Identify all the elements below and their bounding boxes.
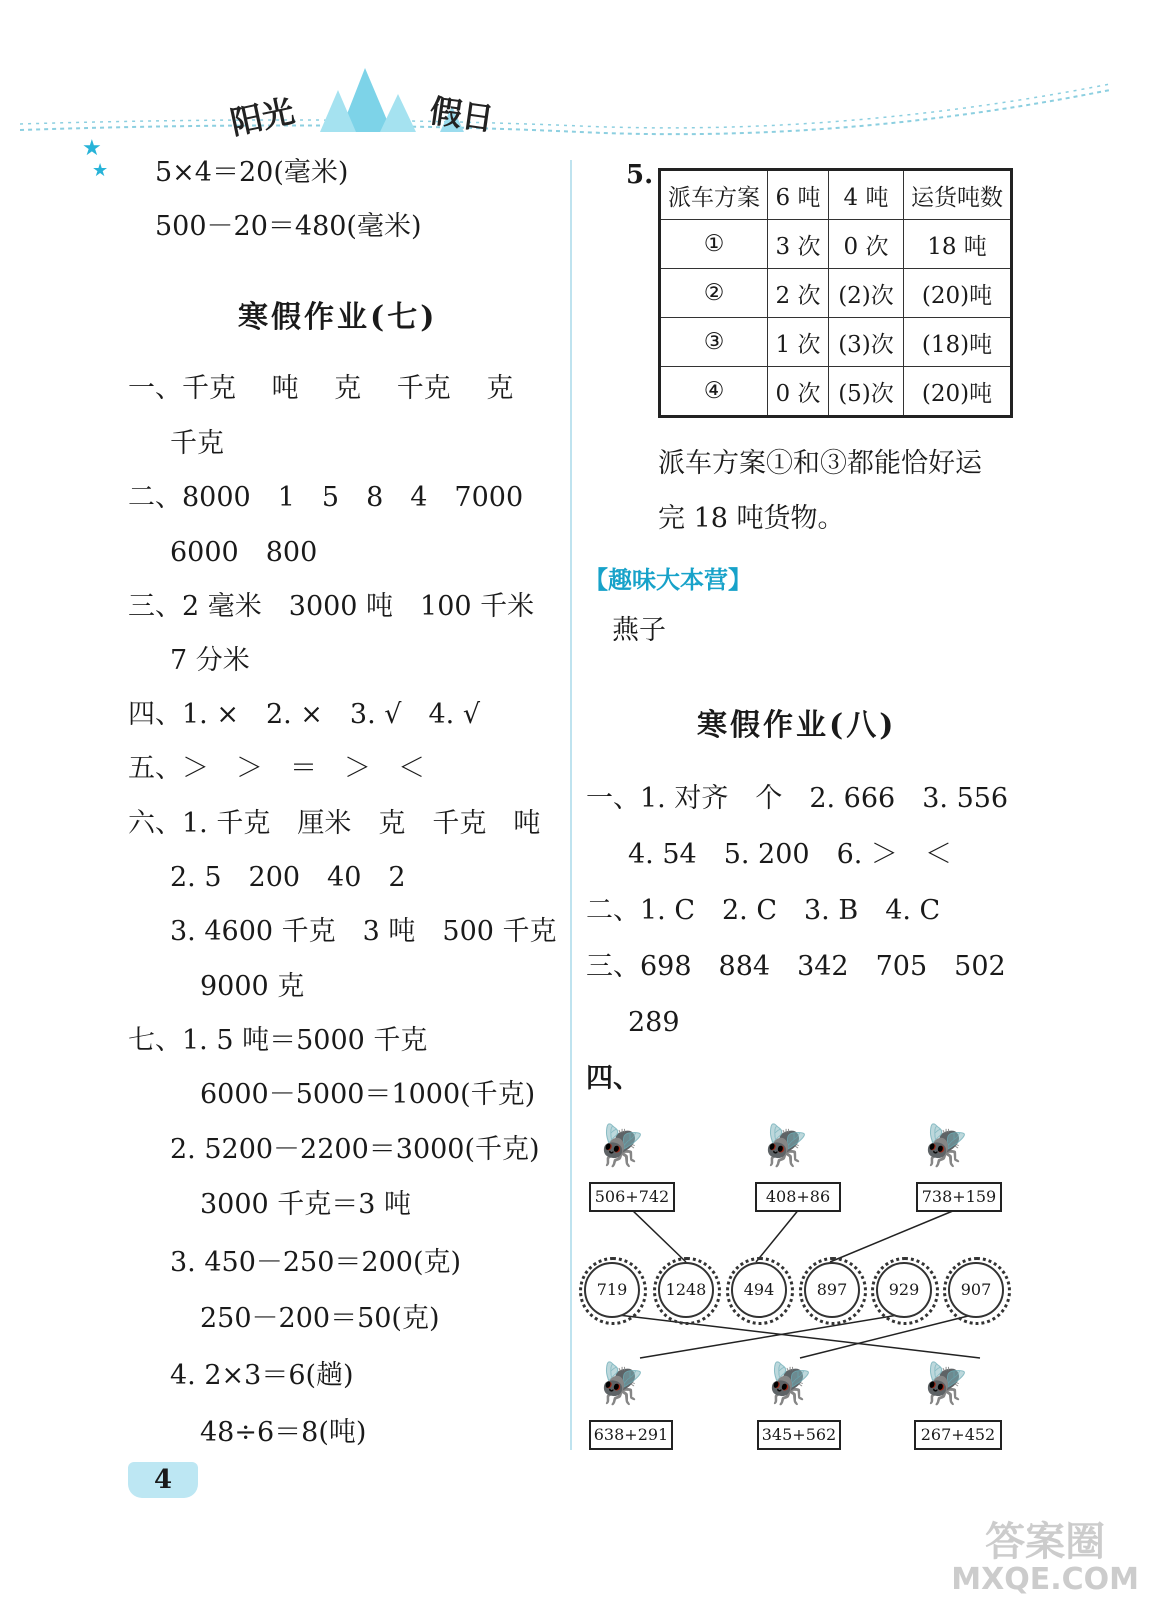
star-icon: ★ xyxy=(82,136,102,161)
question-6-3-cont: 9000 克 xyxy=(200,971,305,1002)
table-cell: ① xyxy=(660,220,768,269)
flower-answer: 929 xyxy=(876,1262,932,1318)
header-decoration xyxy=(20,60,1120,150)
question-7-4-cont: 48÷6＝8(吨) xyxy=(200,1417,367,1448)
table-cell: 2 次 xyxy=(768,269,829,318)
table-row xyxy=(660,367,1012,417)
question-2-cont: 6000 800 xyxy=(170,537,318,568)
question-1: 一、千克 吨 克 千克 克 xyxy=(128,373,514,404)
table-cell: 18 吨 xyxy=(904,220,1012,269)
section-title-8: 寒假作业(八) xyxy=(697,708,897,743)
answer-8-2: 二、1. C 2. C 3. B 4. C xyxy=(586,895,941,926)
table-cell: (20)吨 xyxy=(904,269,1012,318)
watermark-logo xyxy=(951,1520,1139,1596)
expression-box: 506+742 xyxy=(589,1182,675,1212)
expression-box: 345+562 xyxy=(757,1420,841,1450)
header-title-right: 假日 xyxy=(427,91,497,139)
dragonfly-icon: 🪰 xyxy=(760,1123,810,1169)
question-7-2: 2. 5200－2200＝3000(千克) xyxy=(170,1134,540,1165)
column-divider xyxy=(570,160,572,1450)
answer-8-1: 一、1. 对齐 个 2. 666 3. 556 xyxy=(586,783,1009,814)
answer-line: 500－20＝480(毫米) xyxy=(155,211,422,242)
table-cell: 3 次 xyxy=(768,220,829,269)
flower-answer: 897 xyxy=(804,1262,860,1318)
question-4: 四、1. × 2. × 3. √ 4. √ xyxy=(128,699,481,730)
expression-box: 408+86 xyxy=(755,1182,841,1212)
question-5: 五、＞ ＞ ＝ ＞ ＜ xyxy=(128,753,425,784)
dispatch-table xyxy=(658,168,1013,418)
page-number: 4 xyxy=(128,1462,198,1498)
header-title-left: 阳光 xyxy=(227,91,298,143)
question-7-1-cont: 6000－5000＝1000(千克) xyxy=(200,1079,536,1110)
table-header: 派车方案 xyxy=(660,170,768,220)
question-6-3: 3. 4600 千克 3 吨 500 千克 xyxy=(170,916,557,947)
table-cell: 1 次 xyxy=(768,318,829,367)
table-cell: ④ xyxy=(660,367,768,417)
table-cell: 0 次 xyxy=(829,220,904,269)
header-border-svg xyxy=(20,60,1120,150)
section-title-7: 寒假作业(七) xyxy=(238,300,438,335)
table-cell: (3)次 xyxy=(829,318,904,367)
question-7-1: 七、1. 5 吨＝5000 千克 xyxy=(128,1025,428,1056)
watermark-title: 答案圈 xyxy=(985,1519,1106,1565)
table-header: 运货吨数 xyxy=(904,170,1012,220)
question-3: 三、2 毫米 3000 吨 100 千米 xyxy=(128,591,535,622)
dragonfly-icon: 🪰 xyxy=(596,1123,646,1169)
table-cell: ② xyxy=(660,269,768,318)
table-cell: (20)吨 xyxy=(904,367,1012,417)
table-cell: (18)吨 xyxy=(904,318,1012,367)
answer-line: 5×4＝20(毫米) xyxy=(155,157,349,188)
table-header-row xyxy=(660,170,1012,220)
answer-8-4-label: 四、 xyxy=(586,1063,640,1094)
fun-section-label: 【趣味大本营】 xyxy=(584,565,752,594)
flower-answer: 1248 xyxy=(658,1262,714,1318)
flower-answer: 907 xyxy=(948,1262,1004,1318)
question-2: 二、8000 1 5 8 4 7000 xyxy=(128,482,524,513)
expression-box: 738+159 xyxy=(916,1182,1002,1212)
table-cell: (2)次 xyxy=(829,269,904,318)
answer-8-3-cont: 289 xyxy=(628,1007,680,1038)
dragonfly-icon: 🪰 xyxy=(920,1361,970,1407)
watermark-url: MXQE.COM xyxy=(951,1562,1139,1597)
question-5-label: 5. xyxy=(626,160,654,190)
answer-8-1-cont: 4. 54 5. 200 6. ＞ ＜ xyxy=(628,839,952,870)
flower-answer: 494 xyxy=(731,1262,787,1318)
table-header: 4 吨 xyxy=(829,170,904,220)
star-icon: ★ xyxy=(92,160,109,181)
dragonfly-icon: 🪰 xyxy=(920,1123,970,1169)
question-7-3-cont: 250－200＝50(克) xyxy=(200,1303,440,1334)
expression-box: 638+291 xyxy=(589,1420,673,1450)
question-6-2: 2. 5 200 40 2 xyxy=(170,862,406,893)
question-7-2-cont: 3000 千克＝3 吨 xyxy=(200,1189,412,1220)
dragonfly-icon: 🪰 xyxy=(764,1361,814,1407)
question-7-4: 4. 2×3＝6(趟) xyxy=(170,1360,354,1391)
table-cell: (5)次 xyxy=(829,367,904,417)
table-header: 6 吨 xyxy=(768,170,829,220)
table-row xyxy=(660,318,1012,367)
table-row xyxy=(660,269,1012,318)
question-7-3: 3. 450－250＝200(克) xyxy=(170,1247,462,1278)
table-row xyxy=(660,220,1012,269)
answer-8-3: 三、698 884 342 705 502 xyxy=(586,951,1006,982)
expression-box: 267+452 xyxy=(914,1420,1002,1450)
table-cell: 0 次 xyxy=(768,367,829,417)
question-3-cont: 7 分米 xyxy=(170,645,250,676)
question-1-cont: 千克 xyxy=(170,428,224,459)
question-6: 六、1. 千克 厘米 克 千克 吨 xyxy=(128,808,541,839)
dragonfly-icon: 🪰 xyxy=(596,1361,646,1407)
table-cell: ③ xyxy=(660,318,768,367)
conclusion-line: 完 18 吨货物。 xyxy=(658,503,845,534)
conclusion-line: 派车方案①和③都能恰好运 xyxy=(658,448,982,479)
fun-answer: 燕子 xyxy=(612,615,666,646)
flower-answer: 719 xyxy=(584,1262,640,1318)
